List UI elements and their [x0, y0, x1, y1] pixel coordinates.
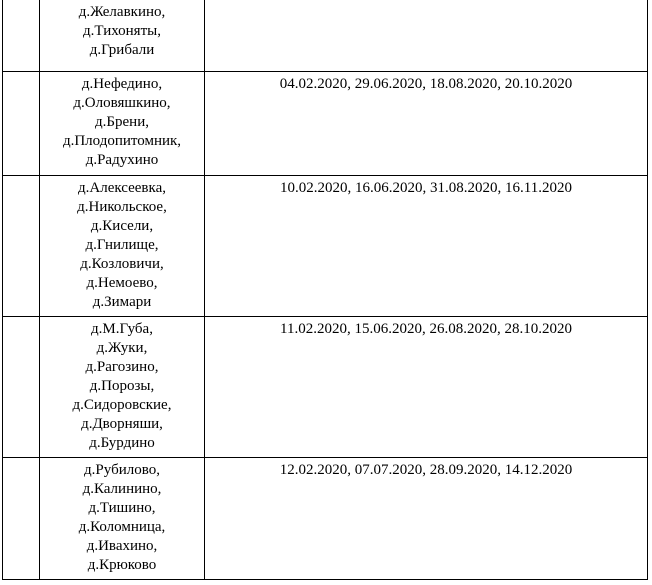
- village-name: д.Оловяшкино,: [73, 95, 171, 111]
- villages-cell: [40, 458, 205, 580]
- village-name: д.Радухино: [85, 152, 159, 168]
- village-name: д.Нефедино,: [81, 76, 163, 92]
- villages-cell: [40, 176, 205, 317]
- collection-dates: 04.02.2020, 29.06.2020, 18.08.2020, 20.10.2020: [279, 76, 573, 92]
- village-name: д.Рагозино,: [85, 359, 159, 375]
- village-name: д.Гнилище,: [85, 237, 159, 253]
- village-name: д.Сидоровские,: [72, 397, 172, 413]
- village-name: д.Грибали: [89, 42, 155, 58]
- village-name: д.Калинино,: [82, 481, 162, 497]
- village-name: д.Крюково: [87, 557, 157, 573]
- village-name: д.Тишино,: [88, 500, 156, 516]
- village-name: д.Никольское,: [77, 199, 167, 215]
- village-name: д.Бурдино: [89, 435, 155, 451]
- village-name: д.Коломница,: [78, 519, 166, 535]
- village-name: д.Рубилово,: [84, 462, 160, 478]
- village-name: д.Желавкино,: [78, 4, 166, 20]
- village-name: д.Ивахино,: [86, 538, 158, 554]
- village-name: д.Дворняши,: [81, 416, 163, 432]
- blank-cell: [3, 458, 40, 580]
- table-row: [3, 176, 648, 317]
- collection-dates: [205, 0, 647, 3]
- table-row: [3, 317, 648, 458]
- villages-cell: [40, 72, 205, 176]
- blank-cell: [3, 0, 40, 72]
- village-name: д.Алексеевка,: [78, 180, 166, 196]
- dates-cell: [205, 317, 648, 458]
- blank-cell: [3, 317, 40, 458]
- collection-dates: 12.02.2020, 07.07.2020, 28.09.2020, 14.12.2020: [279, 462, 573, 478]
- villages-cell: [40, 317, 205, 458]
- dates-cell: [205, 0, 648, 72]
- schedule-table: [2, 0, 648, 580]
- village-name: д.Кисели,: [90, 218, 154, 234]
- table-row: [3, 0, 648, 72]
- dates-cell: [205, 72, 648, 176]
- village-name: д.Порозы,: [89, 378, 155, 394]
- village-name: д.Козловичи,: [80, 256, 164, 272]
- village-name: д.Тихоняты,: [83, 23, 161, 39]
- table-row: [3, 458, 648, 580]
- village-name: д.Немоево,: [86, 275, 158, 291]
- villages-cell: [40, 0, 205, 72]
- dates-cell: [205, 176, 648, 317]
- village-name: д.М.Губа,: [91, 321, 153, 337]
- village-name: д.Плодопитомник,: [62, 133, 182, 149]
- village-name: д.Жуки,: [96, 340, 148, 356]
- collection-dates: 11.02.2020, 15.06.2020, 26.08.2020, 28.10.2020: [280, 321, 572, 337]
- dates-cell: [205, 458, 648, 580]
- collection-dates: 10.02.2020, 16.06.2020, 31.08.2020, 16.11.2020: [280, 180, 572, 196]
- blank-cell: [3, 176, 40, 317]
- village-name: д.Брени,: [95, 114, 149, 130]
- blank-cell: [3, 72, 40, 176]
- table-row: [3, 72, 648, 176]
- village-name: д.Зимари: [92, 294, 152, 310]
